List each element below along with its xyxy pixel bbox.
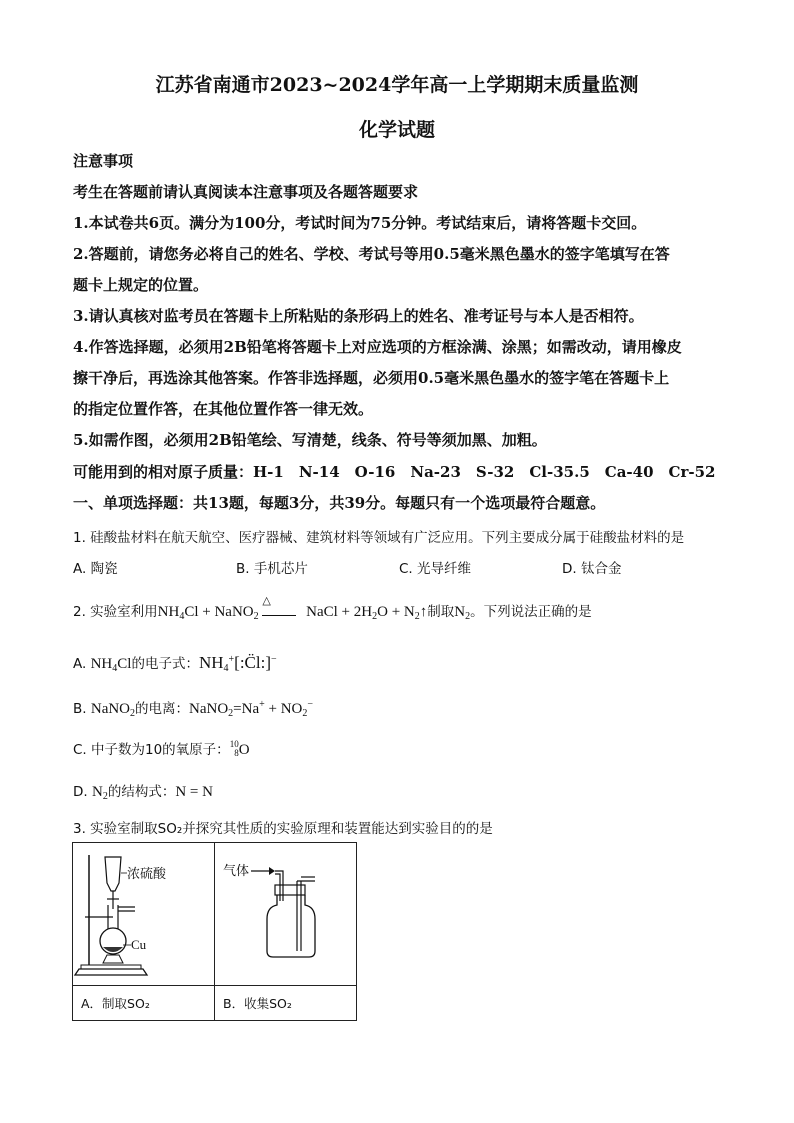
q1-option-d[interactable]: D. 钛合金 (562, 561, 622, 577)
q2-option-a[interactable]: A. $NH_4Cl$的电子式：$NH_4^+[:C̈l:]^-$ (73, 653, 277, 674)
atomic-masses: 可能用到的相对原子质量：H-1 N-14 O-16 Na-23 S-32 Cl-35.5 Ca-40 Cr-52 (73, 463, 716, 481)
gas-label: 气体 (223, 864, 250, 879)
panel-b-caption: B．收集SO₂ (215, 986, 357, 1021)
q2-option-d[interactable]: D. $N_2$的结构式：N = N (73, 784, 213, 802)
notice-item-2: 2.答题前，请您务必将自己的姓名、学校、考试号等用0.5毫米黑色墨水的签字笔填写在答 (73, 245, 670, 263)
q1-option-a[interactable]: A. 陶瓷 (73, 561, 118, 577)
sulfur-dioxide-generator-diagram (73, 843, 214, 981)
notice-item-4-cont: 擦干净后，再选涂其他答案。作答非选择题，必须用0.5毫米黑色墨水的签字笔在答题卡上 (73, 369, 670, 387)
q1-stem: 1. 硅酸盐材料在航天航空、医疗器械、建筑材料等领域有广泛应用。下列主要成分属于硅酸盐材料的是 (73, 530, 685, 546)
q1-options (73, 557, 733, 577)
exam-title: 江苏省南通市2023~2024学年高一上学期期末质量监测 (155, 74, 639, 96)
notice-item-1: 1.本试卷共6页。满分为100分，考试时间为75分钟。考试结束后，请将答题卡交回。 (73, 214, 647, 232)
notice-intro: 考生在答题前请认真阅读本注意事项及各题答题要求 (73, 183, 419, 201)
notice-item-5: 5.如需作图，必须用2B铅笔绘、写清楚，线条、符号等须加黑、加粗。 (73, 431, 547, 449)
exam-subtitle: 化学试题 (358, 119, 435, 141)
reagent-label: 浓硫酸 (127, 867, 167, 882)
gas-collection-bottle-diagram (215, 843, 356, 981)
panel-a-caption: A．制取SO₂ (73, 986, 215, 1021)
q1-option-b[interactable]: B. 手机芯片 (236, 561, 308, 577)
notice-item-3: 3.请认真核对监考员在答题卡上所粘贴的条形码上的姓名、准考证号与本人是否相符。 (73, 307, 644, 325)
panel-b-figure (215, 843, 357, 986)
q2-equation: $NH_4Cl$ + NaNO$_2$ △ NaCl + $2H_2O$ + $N_2↑$ (157, 595, 428, 622)
panel-a-figure (73, 843, 215, 986)
section-heading: 一、单项选择题：共13题，每题3分，共39分。每题只有一个选项最符合题意。 (73, 494, 606, 512)
notice-item-4: 4.作答选择题，必须用2B铅笔将答题卡上对应选项的方框涂满、涂黑；如需改动，请用橡皮 (73, 338, 682, 356)
q3-stem: 3. 实验室制取SO₂并探究其性质的实验原理和装置能达到实验目的的是 (73, 821, 493, 837)
q3-apparatus-table (72, 842, 357, 1021)
q2-stem: 2. 实验室利用$NH_4Cl$ + NaNO$_2$ △ NaCl + $2H_2O$ + $N_2↑$制取$N_2$。下列说法正确的是 (73, 595, 592, 622)
notice-item-2-cont: 题卡上规定的位置。 (73, 276, 209, 294)
metal-label: Cu (131, 937, 147, 952)
delta-symbol: △ (262, 595, 271, 607)
q1-option-c[interactable]: C. 光导纤维 (399, 561, 472, 577)
q2-option-c[interactable]: C. 中子数为10的氧原子：10 8O (73, 739, 250, 758)
notice-item-4-end: 的指定位置作答，在其他位置作答一律无效。 (73, 400, 374, 418)
notice-heading: 注意事项 (73, 152, 134, 170)
q2-option-b[interactable]: B. NaNO$_2$的电离：NaNO$_2$=Na+ + $NO_2^-$ (73, 699, 314, 719)
